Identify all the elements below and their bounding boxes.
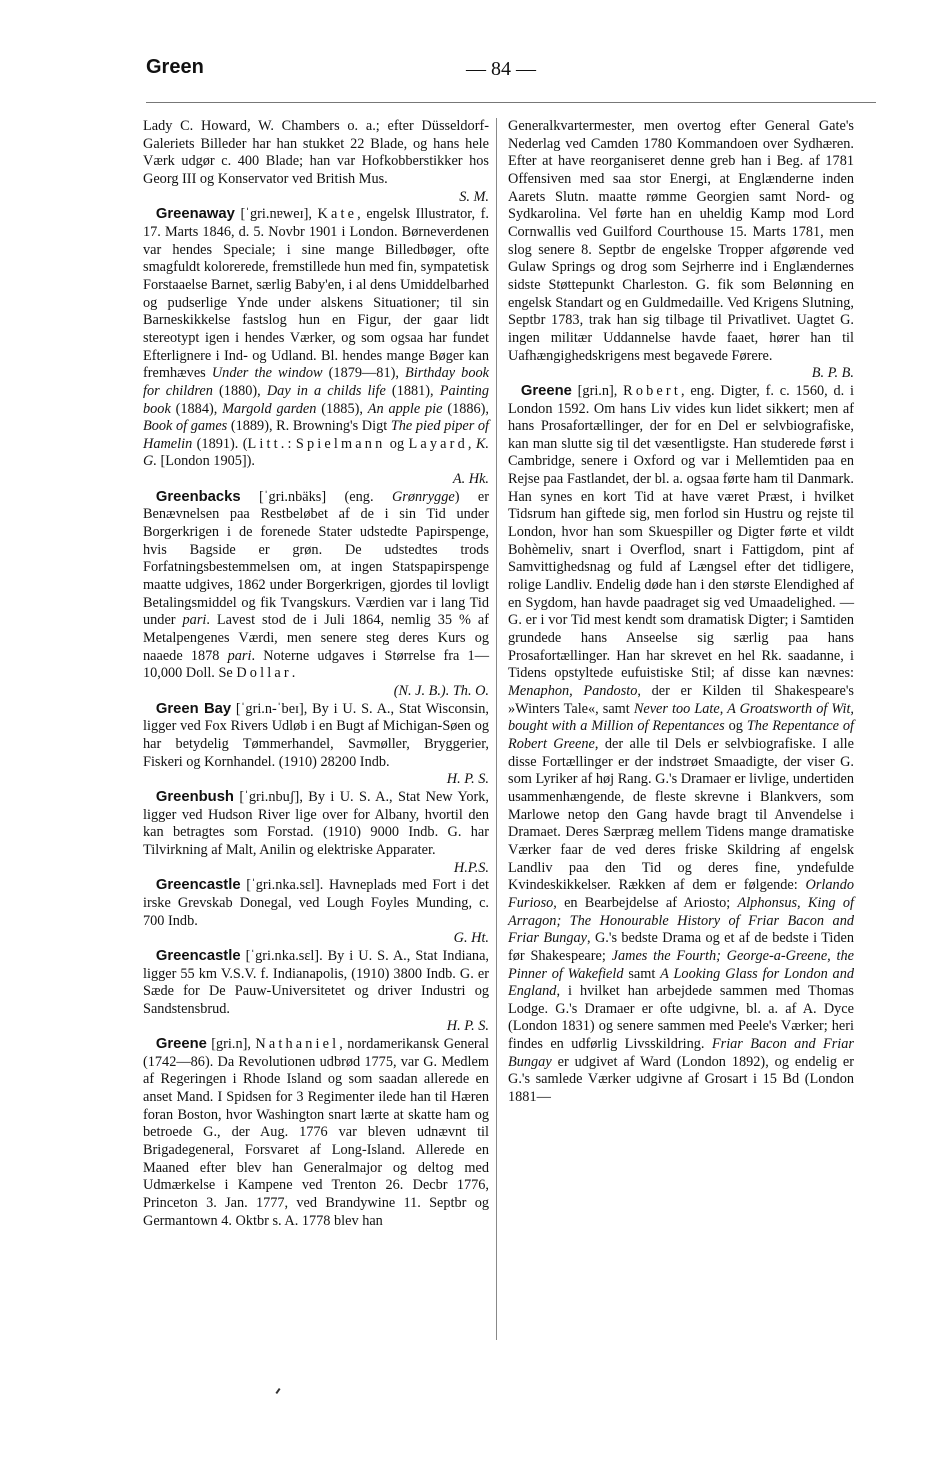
entry-greencastle-ireland: Greencastle [ˈgri.nka.sɛl]. Havneplads med Fort i det irske Grevskab Donegal, ved Lough Foyles Munding, c. 700 Indb. xyxy=(143,877,489,929)
entry-signature: S. M. xyxy=(459,188,489,205)
page-header xyxy=(146,56,876,88)
headword: Greene xyxy=(520,382,572,399)
entry-greencastle-indiana: Greencastle [ˈgri.nka.sɛl]. By i U. S. A., Stat Indiana, ligger 55 km V.S.V. f. Indianapolis, (1910) 3800 Indb. G. er Sæde for De Pauw-Universitetet og driver Industri og Sandstensbrud. xyxy=(143,947,489,1017)
page-number: — 84 — xyxy=(466,58,536,80)
entry-continuation: Generalkvartermester, men overtog efter General Gate's Nederlag ved Camden 1780 Kommandoen over Sydhæren. Efter at have reorganiseret denne greb han i Beg. af 1781 Offensiven med saa stor Energi, at Englænderne inden Aarets Slutn. maatte rømme Georgien samt Nord- og Sydkarolina. Vel førte han en uheldig Kamp mod Lord Cornwallis ved Guilford Courthouse 15. Marts 1781, men slog senere 8. Septbr de engelske Tropper afgørende ved Gulaw Springs og drog som Sejrherre ind i Englændernes sidste Støttepunkt Charleston. G. fik som Belønning en engelsk Standart og en Guldmedaille. Ved Krigens Slutning, Septbr 1783, trak han sig tilbage til Privatlivet. Uagtet G. ingen militær Uddannelse havde faaet, hører han til Uafhængighedskrigens mest begavede Førere. xyxy=(508,118,854,364)
headword: Greencastle xyxy=(155,877,241,894)
entry-green-bay: Green Bay [ˈgri.n-ˈbeɪ], By i U. S. A., Stat Wisconsin, ligger ved Fox Rivers Udløb i en Bugt af Michigan-Søen og har betydelig Tømmerhandel, Savmøller, Bryggerier, Fiskeri og Kornhandel. (1910) 28200 Indb. xyxy=(143,700,489,770)
right-column xyxy=(508,118,854,1107)
stray-ink-mark xyxy=(275,1388,280,1394)
left-column xyxy=(143,118,489,1230)
entry-greene-nathaniel: Greene [gri.n], Nathaniel, nordamerikansk General (1742—86). Da Revolutionen udbrød 1775, var G. Medlem af Regeringen i Rhode Island og som saadan allerede en anset Mand. I Spidsen for 3 Regimenter ilede han til Hæren foran Boston, hvor Washington snart lærte at skatte ham og betroede G., der Aug. 1776 var bleven udnævnt til Brigadegeneral, Forsvaret af Long-Island. Allerede en Maaned efter blev han Generalmajor og deltog med Udmærkelse i Kampene ved Trenton 26. Decbr 1776, Princeton 3. Jan. 1777, ved Brandywine 11. Septbr og Germantown 4. Oktbr s. A. 1778 blev han xyxy=(143,1036,489,1229)
headword: Green Bay xyxy=(155,700,232,717)
entry-signature: H. P. S. xyxy=(446,771,489,788)
column-divider xyxy=(496,118,497,1340)
headword: Greenbush xyxy=(155,788,234,805)
headword: Greenaway xyxy=(155,206,235,223)
headword: Greenbacks xyxy=(155,488,241,505)
entry-signature: H.P.S. xyxy=(453,859,489,876)
entry-signature: H. P. S. xyxy=(446,1018,489,1035)
running-head: Green xyxy=(146,56,204,78)
headword: Greencastle xyxy=(155,947,241,964)
entry-signature: A. Hk. xyxy=(452,471,489,488)
entry-signature: G. Ht. xyxy=(453,930,489,947)
entry-signature: B. P. B. xyxy=(811,365,854,382)
entry-continuation: Lady C. Howard, W. Chambers o. a.; efter Düsseldorf-Galeriets Billeder har han stukket 22 Blade, og hans hele Værk udgør c. 400 Blade; han var Hofkobberstikker hos Georg III og Konservator ved British Mus. xyxy=(143,118,489,187)
entry-greenbush: Greenbush [ˈgri.nbuʃ], By i U. S. A., Stat New York, ligger ved Hudson River lige over for Albany, hvortil den kan betragtes som Forstad. (1910) 9000 Indb. G. har Tilvirkning af Malt, Anilin og elektriske Apparater. xyxy=(143,788,489,858)
entry-signature: (N. J. B.). Th. O. xyxy=(393,683,489,699)
entry-greenaway: Greenaway [ˈgri.nɐweɪ], Kate, engelsk Illustrator, f. 17. Marts 1846, d. 5. Novbr 1901 i London. Børneverdenen var hendes Speciale; i sine mange Billedbøger, ofte smagfuldt kolorerede, fremstillede hun med fin, sympatetisk Forstaaelse Barnet, særlig Baby'en, i al dens Umiddelbarhed og pudserlige Ynde under alskens Situationer; til sin Barneskikkelse fastslog hun en Figur, der gaar lidt stereotypt igen i hendes Værker, og som ogsaa har fundet Efterlignere i Ind- og Udland. Bl. hendes mange Bøger kan fremhæves Under the window (1879—81), Birthday book for children (1880), Day in a childs life (1881), Painting book (1884), Margold garden (1885), An apple pie (1886), Book of games (1889), R. Browning's Digt The pied piper of Hamelin (1891). (Litt.: Spielmann og Layard, K. G. [London 1905]). xyxy=(143,206,490,470)
headword: Greene xyxy=(155,1036,207,1053)
entry-greenbacks: Greenbacks [ˈgri.nbäks] (eng. Grønrygge) er Benævnelsen paa Restbeløbet af de i sin Tid under Borgerkrigen i de forenede Stater udstedte Papirspenge, hvis Bagside er grøn. De udstedtes trods Forfatningsbestemmelsen om, at ingen Statspapirspenge maatte udgives, 1862 under Borgerkrigen, gjordes til lovligt Betalingsmiddel og fik Tvangskurs. Værdien var i lang Tid under pari. Lavest stod de i Juli 1864, nemlig 35 % af Metalpengenes Værdi, men senere steg deres Kurs og naaede 1878 pari. Noterne udgaves i Størrelse fra 1—10,000 Doll. Se Dollar. xyxy=(143,488,490,682)
entry-greene-robert: Greene [gri.n], Robert, eng. Digter, f. c. 1560, d. i London 1592. Om hans Liv vides kun lidet sikkert; men af hans Prosafortællinger, der for en Del er selvbiografiske, kan man slutte sig til det væsentligste. Han studerede først i Cambridge, senere i Oxford og var i Mellemtiden paa en Rejse paa Fastlandet, der bl. a. ogsaa førte ham til Danmark. Han synes en kort Tid at have været Præst, i hvilket Tidsrum han giftede sig, men forlod sin Hustru og rejste til London, hvor han som Skuespiller og Digter førte et vildt Bohèmeliv, snart i Overflod, snart i Fattigdom, pint af Samvittighedsnag og fuld af Længsel efter det tidligere, rolige Landliv. Endelig døde han i den største Elendighed af en Sygdom, han havde paadraget sig ved Umaadelighed. — G. er i vor Tid mest kendt som dramatisk Digter; i Samtiden grundede hans Anseelse sig særlig paa hans Prosafortællinger. Han har skrevet en hel Rk. saadanne, i Tidens opstyltede eufuistiske Stil; af disse kan nævnes: Menaphon, Pandosto, der er Kilden til Shakespeare's »Winters Tale«, samt Never too Late, A Groatsworth of Wit, bought with a Million of Repentances og The Repentance of Robert Greene, der alle til Dels er selvbiografiske. I alle disse Fortællinger er der indstrøet Smaadigte, der viser G. som Lyriker af høj Rang. G.'s Dramaer er livlige, undertiden usammenhængende, de fleste skrevne i Blankvers, som Marlowe netop den Gang havde bragt til Anvendelse i Dramaet. Deres Særpræg mellem Tidens mange dramatiske Værker faar de ved deres friske Skildring af engelsk Landliv paa den Tid og deres fine, yndefulde Kvindeskikkelser. Rækken af dem er følgende: Orlando Furioso, en Bearbejdelse af Ariosto; Alphonsus, King of Arragon; The Honourable History of Friar Bacon and Friar Bungay, G.'s bedste Drama og et af de bedste i Tiden før Shakespeare; James the Fourth; George-a-Greene, the Pinner of Wakefield samt A Looking Glass for London and England, i hvilket han arbejdede sammen med Thomas Lodge. G.'s Dramaer er ofte udgivne, bl. a. af A. Dyce (London 1831) og senere sammen med Peele's Værker; heri findes en udførlig Livsskildring. Friar Bacon and Friar Bungay er udgivet af Ward (London 1892), og endelig er G.'s samlede Værker udgivne af Grosart i 15 Bd (London 1881— xyxy=(508,382,855,1106)
header-rule xyxy=(146,102,876,103)
